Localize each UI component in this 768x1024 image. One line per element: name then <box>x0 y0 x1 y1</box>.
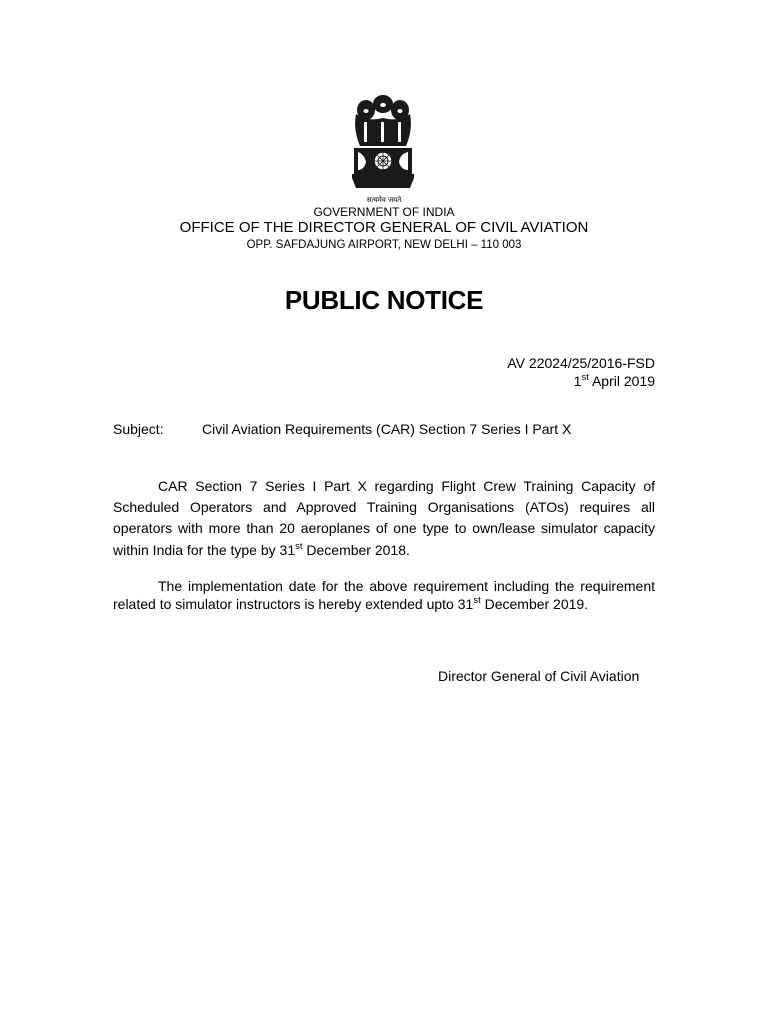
office-heading: OFFICE OF THE DIRECTOR GENERAL OF CIVIL AVIATION <box>179 219 589 236</box>
office-address: OPP. SAFDAJUNG AIRPORT, NEW DELHI – 110 003 <box>246 239 522 251</box>
reference-number: AV 22024/25/2016-FSD <box>507 355 655 371</box>
page-title: PUBLIC NOTICE <box>284 285 484 315</box>
date-suffix: st <box>581 372 589 383</box>
body-paragraph-1 <box>113 476 655 561</box>
paragraph-2-end: December 2019. <box>480 596 589 613</box>
government-heading: GOVERNMENT OF INDIA <box>313 205 455 219</box>
reference-date <box>574 372 655 390</box>
subject-text: Civil Aviation Requirements (CAR) Section 7 Series I Part X <box>202 421 572 437</box>
emblem-motto: सत्यमेव जयते <box>366 196 402 204</box>
paragraph-1-suffix: st <box>295 540 303 552</box>
subject-label: Subject: <box>113 421 164 437</box>
paragraph-1-text: CAR Section 7 Series I Part X regarding Flight Crew Training Capacity of Scheduled Operators and Approved Training Organisations (ATOs) requires all operators with more than 20 aeroplanes of one type to own/lease simulator capacity within India for the type by 31 <box>113 478 655 558</box>
paragraph-1-end: December 2018. <box>302 541 410 558</box>
date-day: 1 <box>573 373 582 389</box>
paragraph-2-suffix: st <box>473 595 481 607</box>
signature-line: Director General of Civil Aviation <box>438 668 640 684</box>
national-emblem-icon <box>348 92 418 200</box>
paragraph-2-text: The implementation date for the above requirement including the requirement related to simulator instructors is hereby extended upto 31 <box>113 578 655 613</box>
date-month-year: April 2019 <box>588 373 655 389</box>
body-paragraph-2 <box>113 577 655 613</box>
